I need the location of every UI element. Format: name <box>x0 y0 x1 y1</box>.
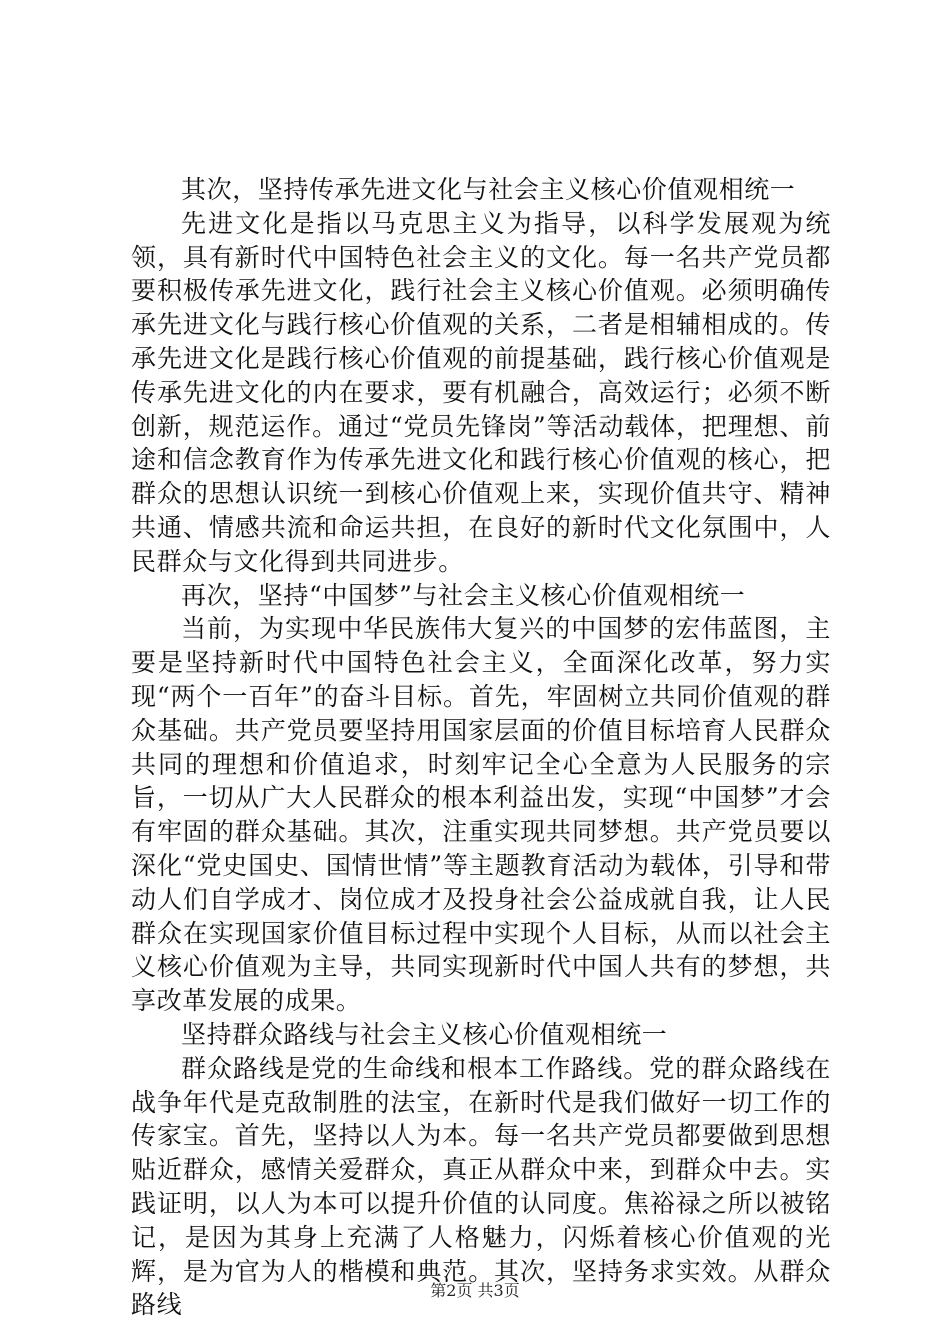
document-body <box>131 173 831 1322</box>
section-paragraph: 当前，为实现中华民族伟大复兴的中国梦的宏伟蓝图，主要是坚持新时代中国特色社会主义，全面深化改革，努力实现“两个一百年”的奋斗目标。首先，牢固树立共同价值观的群众基础。共产党员要坚持用国家层面的价值目标培育人民群众共同的理想和价值追求，时刻牢记全心全意为人民服务的宗旨，一切从广大人民群众的根本利益出发，实现“中国梦”才会有牢固的群众基础。其次，注重实现共同梦想。共产党员要以深化“党史国史、国情世情”等主题教育活动为载体，引导和带动人们自学成才、岗位成才及投身社会公益成就自我，让人民群众在实现国家价值目标过程中实现个人目标，从而以社会主义核心价值观为主导，共同实现新时代中国人共有的梦想，共享改革发展的成果。 <box>131 614 831 1016</box>
page-number-footer: 第2页 共3页 <box>430 1281 520 1300</box>
section-heading: 坚持群众路线与社会主义核心价值观相统一 <box>181 1019 668 1049</box>
section-heading: 其次，坚持传承先进文化与社会主义核心价值观相统一 <box>181 175 796 204</box>
section-paragraph: 先进文化是指以马克思主义为指导，以科学发展观为统领，具有新时代中国特色社会主义的文化。每一名共产党员都要积极传承先进文化，践行社会主义核心价值观。必须明确传承先进文化与践行核心价值观的关系，二者是相辅相成的。传承先进文化是践行核心价值观的前提基础，践行核心价值观是传承先进文化的内在要求，要有机融合，高效运行；必须不断创新，规范运作。通过“党员先锋岗”等活动载体，把理想、前途和信念教育作为传承先进文化和践行核心价值观的核心，把群众的思想认识统一到核心价值观上来，实现价值共守、精神共通、情感共流和命运共担，在良好的新时代文化氛围中，人民群众与文化得到共同进步。 <box>131 208 831 576</box>
section-heading: 再次，坚持“中国梦”与社会主义核心价值观相统一 <box>181 580 746 610</box>
section-paragraph: 群众路线是党的生命线和根本工作路线。党的群众路线在战争年代是克敌制胜的法宝，在新时代是我们做好一切工作的传家宝。首先，坚持以人为本。每一名共产党员都要做到思想贴近群众，感情关爱群众，真正从群众中来，到群众中去。实践证明，以人为本可以提升价值的认同度。焦裕禄之所以被铭记，是因为其身上充满了人格魅力，闪烁着核心价值观的光辉，是为官为人的楷模和典范。其次，坚持务求实效。从群众路线 <box>131 1053 831 1320</box>
